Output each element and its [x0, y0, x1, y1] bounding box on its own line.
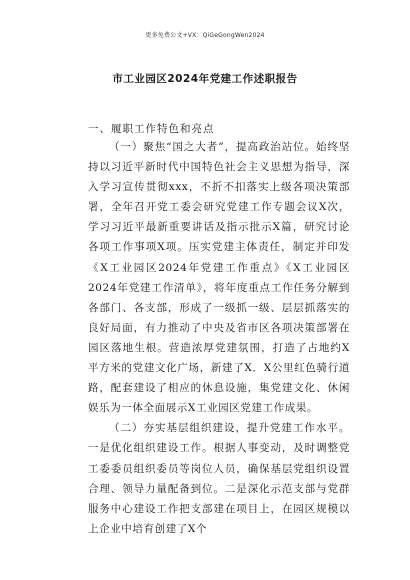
- document-body: [88, 137, 350, 539]
- paragraph-1: （一）聚焦“国之大者”，提高政治站位。始终坚持以习近平新时代中国特色社会主义思想为指导，深入学习宣传贯彻xxx，不折不扣落实上级各项决策部署，全年召开党工委会研究党建工作专题会议X次，学习习近平最新重要讲话及指示批示X篇，研究讨论各项工作事项X项。压实党建主体责任，制定并印发《X工业园区2024年党建工作重点》《X工业园区2024年党建工作清单》，将年度重点工作任务分解到各部门、各支部，形成了一级抓一级、层层抓落实的良好局面，有力推动了中央及省市区各项决策部署在园区落地生根。营造浓厚党建氛围，打造了占地约X平方米的党建文化广场，新建了X．X公里红色骑行道路，配套建设了相应的休息设施，集党建文化、休闲娱乐为一体全面展示X工业园区党建工作成果。: [88, 141, 350, 415]
- watermark-text: 更多免费公文+VX：QiGeGongWen2024: [145, 32, 265, 39]
- paragraph-2: （二）夯实基层组织建设，提升党建工作水平。一是优化组织建设工作。根据人事变动，及时调整党工委委员组织委员等岗位人员，确保基层党组织设置合理、领导力量配备到位。二是深化示范支部与党群服务中心建设工作把支部建在项目上，在园区规模以上企业中培育创建了X个: [88, 422, 350, 535]
- document-title: 市工业园区2024年党建工作述职报告: [112, 73, 298, 85]
- section-heading: 一、履职工作特色和亮点: [88, 123, 215, 135]
